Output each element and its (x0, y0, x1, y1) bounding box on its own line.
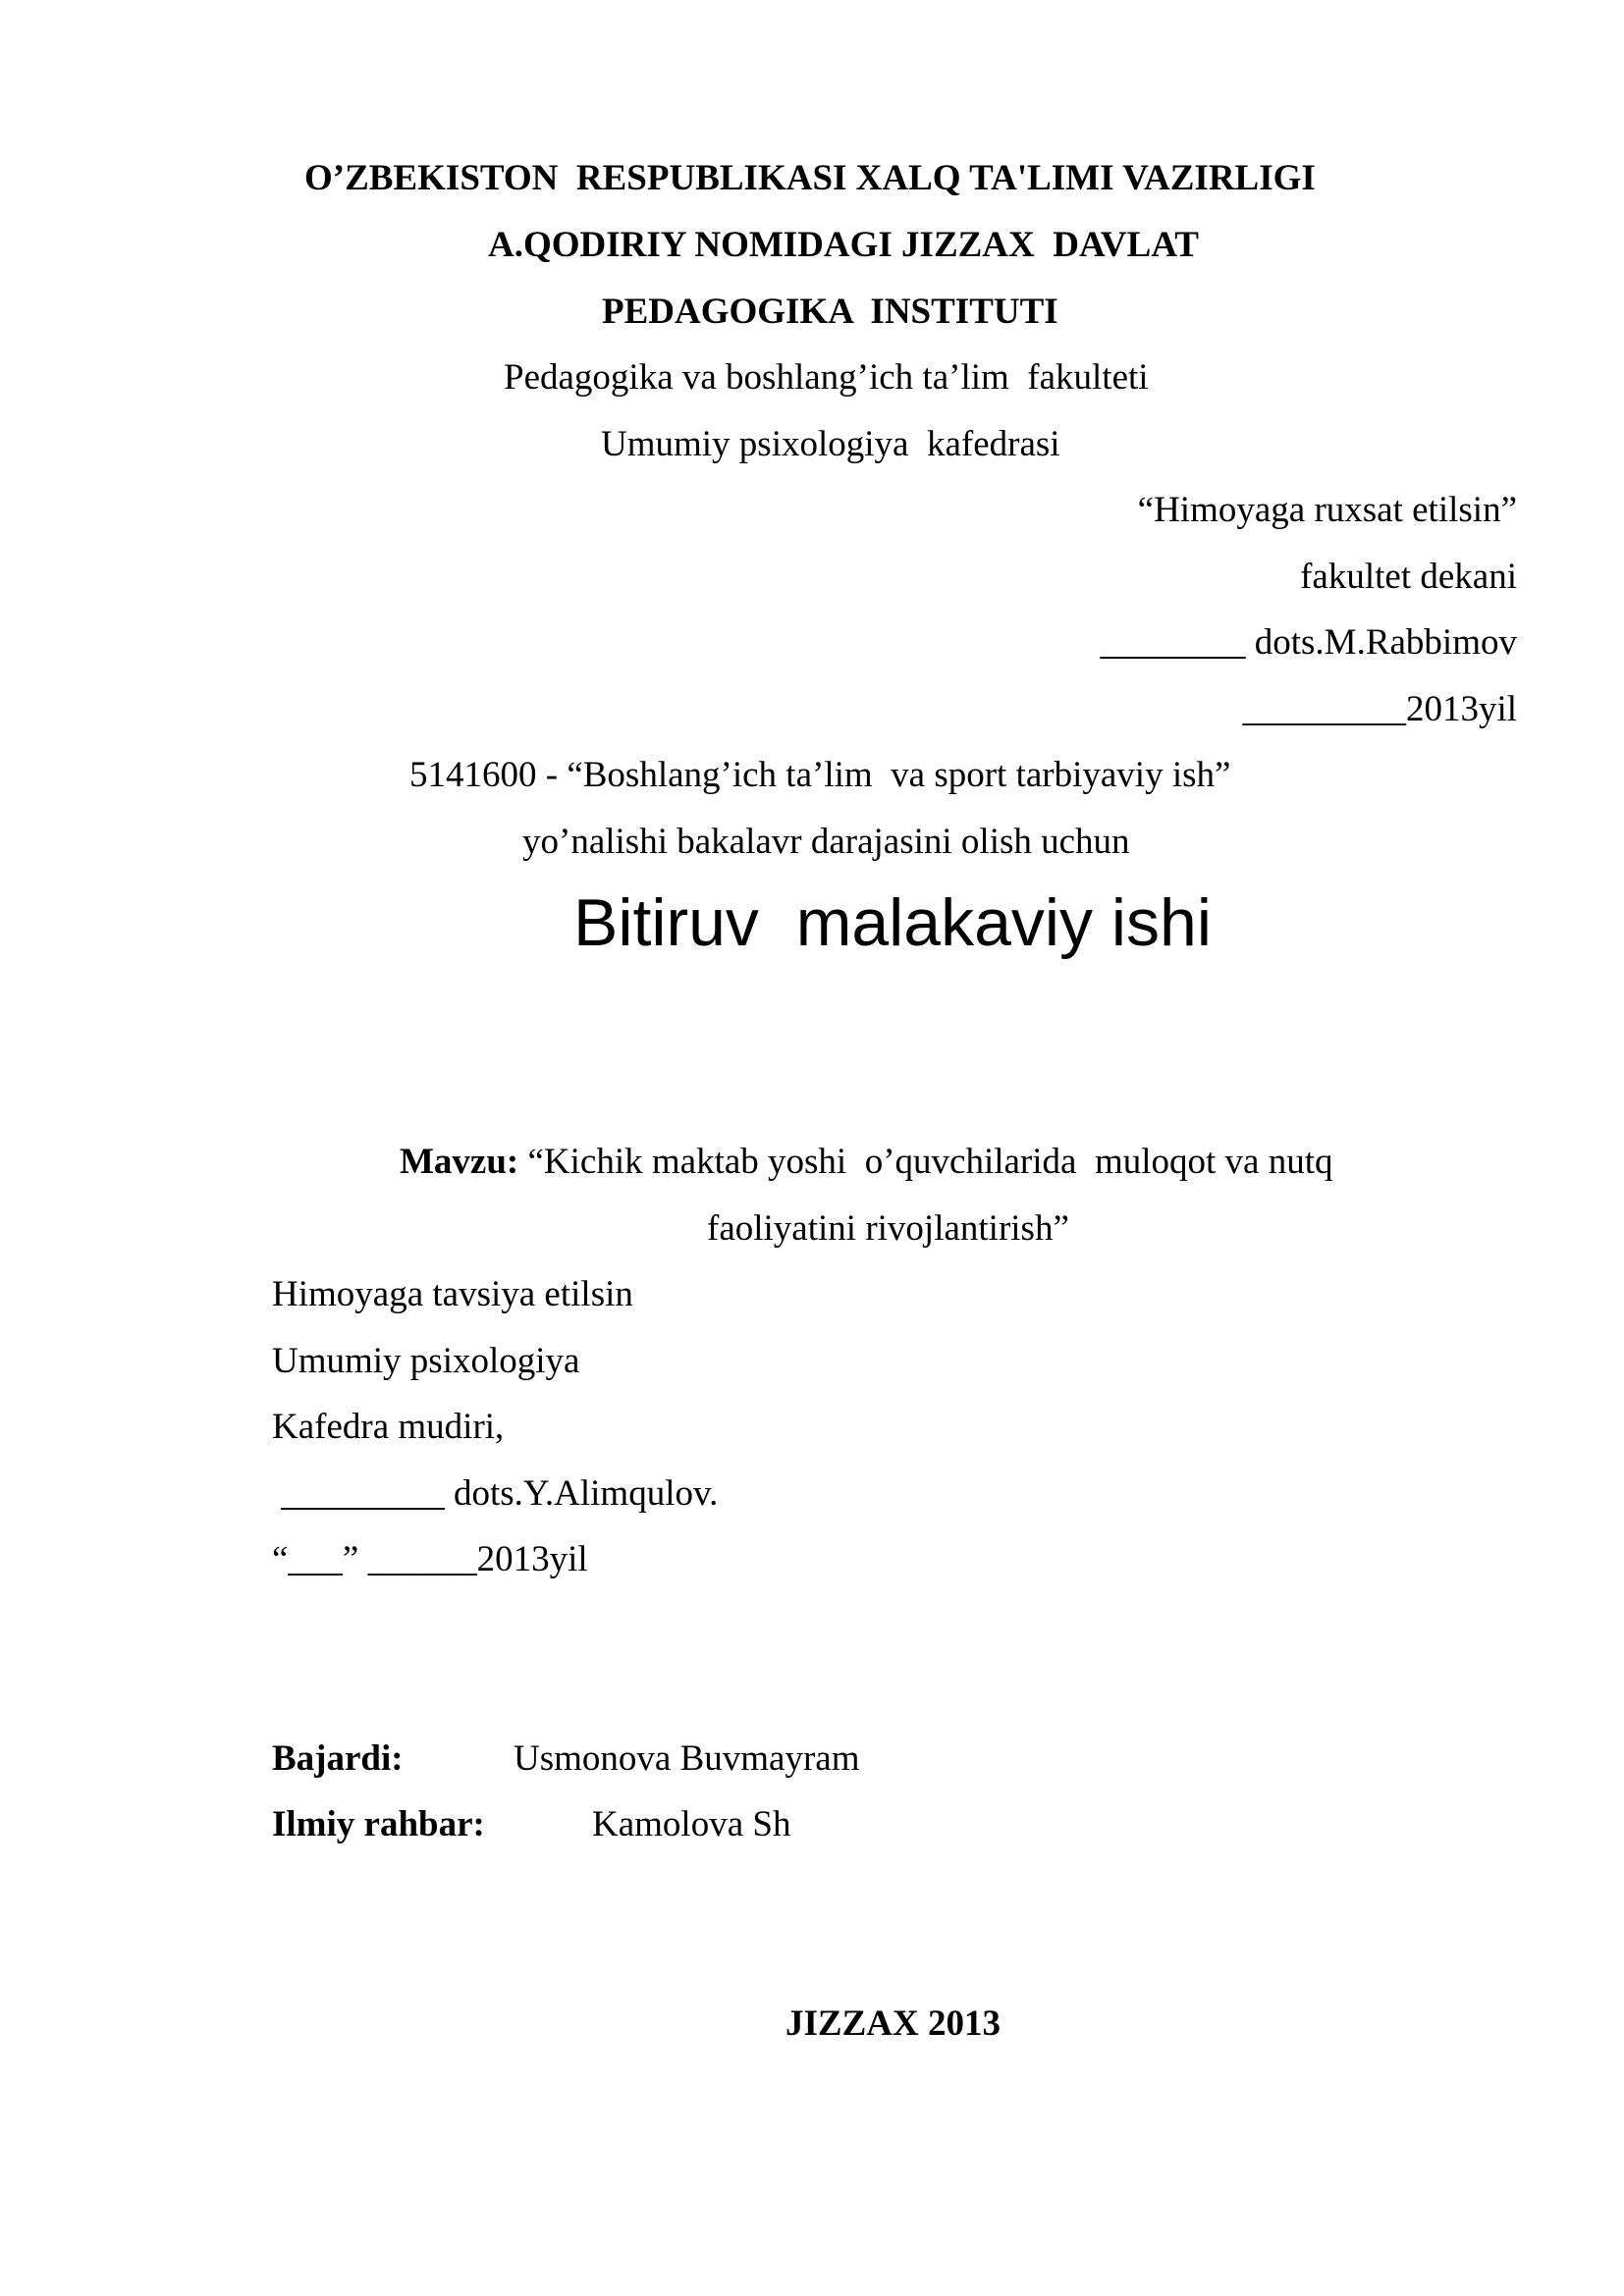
ministry-heading: O’ZBEKISTON RESPUBLIKASI XALQ TA'LIMI VAZIRLIGI (304, 158, 1316, 198)
approval-dean-signature: ________ dots.M.Rabbimov (1100, 622, 1517, 663)
faculty-name: Pedagogika va boshlang’ich ta’lim fakulteti (504, 357, 1149, 398)
performer-name: Usmonova Buvmayram (514, 1738, 860, 1779)
advisor-label: Ilmiy rahbar: (272, 1804, 485, 1844)
institute-heading-line2: PEDAGOGIKA INSTITUTI (602, 292, 1058, 332)
approval-date: _________2013yil (1242, 689, 1517, 729)
place-year: JIZZAX 2013 (785, 2003, 1001, 2044)
program-degree-line: yo’nalishi bakalavr darajasini olish uchun (522, 822, 1130, 862)
document-title: Bitiruv malakaviy ishi (573, 885, 1212, 960)
recommendation-line2: Umumiy psixologiya (272, 1341, 580, 1381)
advisor-name: Kamolova Sh (592, 1804, 791, 1844)
recommendation-signature: _________ dots.Y.Alimqulov. (272, 1473, 719, 1514)
topic-line1 (400, 1141, 1333, 1184)
approval-permission: “Himoyaga ruxsat etilsin” (1137, 490, 1517, 530)
topic-label: Mavzu: (400, 1142, 519, 1182)
topic-line2: faoliyatini rivojlantirish” (707, 1208, 1069, 1249)
department-name: Umumiy psixologiya kafedrasi (601, 424, 1060, 464)
recommendation-line1: Himoyaga tavsiya etilsin (272, 1274, 633, 1314)
program-code-line: 5141600 - “Boshlang’ich ta’lim va sport tarbiyaviy ish” (409, 755, 1231, 795)
approval-dean-title: fakultet dekani (1300, 557, 1517, 597)
performer-label: Bajardi: (272, 1738, 404, 1779)
recommendation-date: “___” ______2013yil (272, 1539, 588, 1579)
recommendation-line3: Kafedra mudiri, (272, 1407, 505, 1447)
topic-text: “Kichik maktab yoshi o’quvchilarida muloqot va nutq (518, 1142, 1333, 1182)
institute-heading-line1: A.QODIRIY NOMIDAGI JIZZAX DAVLAT (488, 225, 1199, 265)
